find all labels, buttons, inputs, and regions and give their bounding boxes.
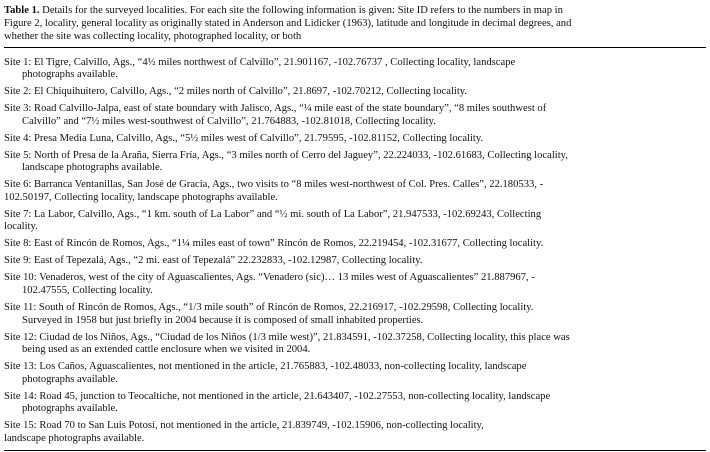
site-line: Site 13: Los Caños, Aguascalientes, not mentioned in the article, 21.765883, -102.48033, non-collecting locality, landscape xyxy=(4,361,527,373)
site-line: 102.50197, Collecting locality, landscape photographs available. xyxy=(4,191,278,203)
site-line: locality. xyxy=(4,221,38,233)
site-entry-9 xyxy=(4,255,706,268)
site-line-continued: photographs available. xyxy=(22,69,118,81)
caption-label: Table 1. xyxy=(4,5,40,16)
site-line: Site 3: Road Calvillo-Jalpa, east of state boundary with Jalisco, Ags., “¼ mile east of the state boundary”, “8 miles southwest of xyxy=(4,103,547,115)
site-entry-12 xyxy=(4,332,706,357)
site-line-continued: photographs available. xyxy=(22,403,118,415)
site-line: Site 5: North of Presa de la Araña, Sierra Fría, Ags., “3 miles north of Cerro del Jaguey”, 22.224033, -102.61683, Collecting locality, xyxy=(4,149,568,161)
site-line: Site 8: East of Rincón de Romos, Ags., “1¼ miles east of town” Rincón de Romos, 22.219454, -102.31677, Collecting locality. xyxy=(4,238,544,250)
site-entry-10 xyxy=(4,272,706,297)
site-line-continued: Calvillo” and “7½ miles west-southwest of Calvillo”, 21.764883, -102.81018, Collecting locality. xyxy=(22,115,436,127)
site-line-continued: being used as an extended cattle enclosure when we visited in 2004. xyxy=(22,344,311,356)
site-entry-1 xyxy=(4,57,706,82)
site-line-continued: 102.47555, Collecting locality. xyxy=(22,285,153,297)
site-line: Site 9: East of Tepezalá, Ags., “2 mi. east of Tepezalá” 22.232833, -102.12987, Collecting locality. xyxy=(4,255,423,267)
site-line: Site 15: Road 70 to San Luis Potosí, not mentioned in the article, 21.839749, -102.15906, non-collecting locality, xyxy=(4,420,484,432)
site-line: Site 12: Ciudad de los Niños, Ags., “Ciudad de los Niños (1/3 mile west)”, 21.834591, -102.37258, Collecting locality, this place was xyxy=(4,331,570,343)
table-caption xyxy=(4,4,706,44)
site-line-continued: photographs available. xyxy=(22,373,118,385)
site-line: Site 6: Barranca Ventanillas, San José de Gracia, Ags., two visits to “8 miles west-northwest of Col. Pres. Calles”, 22.180533, - xyxy=(4,179,544,191)
site-line: Site 7: La Labor, Calvillo, Ags., “1 km. south of La Labor” and “½ mi. south of La Labor”, 21.947533, -102.69243, Collecting xyxy=(4,208,542,220)
site-line-continued: Surveyed in 1958 but just briefly in 2004 because it is composed of small inhabited properties. xyxy=(22,314,424,326)
site-line-continued: landscape photographs available. xyxy=(22,162,163,174)
site-line: Site 1: El Tigre, Calvillo, Ags., “4½ miles northwest of Calvillo”, 21.901167, -102.76737 , Collecting locality, landscape xyxy=(4,56,516,68)
caption-line: Figure 2, locality, general locality as originally stated in Anderson and Lidicker (1963), latitude and longitude in decimal degrees, and xyxy=(4,18,572,30)
site-line: Site 2: El Chiquihuitero, Calvillo, Ags., “2 miles north of Calvillo”, 21.8697, -102.70212, Collecting locality. xyxy=(4,86,468,98)
site-entry-3 xyxy=(4,103,706,128)
site-entry-11 xyxy=(4,302,706,327)
site-line: Site 10: Venaderos, west of the city of Aguascalientes, Ags. “Venadero (sic)… 13 miles west of Aguascalientes” 21.887967, - xyxy=(4,272,535,284)
site-line: landscape photographs available. xyxy=(4,432,145,444)
site-entry-8 xyxy=(4,238,706,251)
site-entry-2 xyxy=(4,86,706,99)
site-entry-15 xyxy=(4,420,706,445)
caption-line: Details for the surveyed localities. For each site the following information is given: Site ID refers to the numbers in map in xyxy=(39,5,563,16)
site-entry-7 xyxy=(4,209,706,234)
caption-line: whether the site was collecting locality, photographed locality, or both xyxy=(4,31,302,43)
site-entry-5 xyxy=(4,150,706,175)
site-line: Site 14: Road 45, junction to Teocaltiche, not mentioned in the article, 21.643407, -102.27553, non-collecting locality, landscape xyxy=(4,390,551,402)
site-entry-6 xyxy=(4,179,706,204)
site-entry-14 xyxy=(4,391,706,416)
site-entry-4 xyxy=(4,133,706,146)
site-line: Site 4: Presa Media Luna, Calvillo, Ags., “5½ miles west of Calvillo”, 21.79595, -102.81152, Collecting locality. xyxy=(4,132,484,144)
site-line: Site 11: South of Rincón de Romos, Ags., “1/3 mile south” of Rincón de Romos, 22.216917, -102.29598, Collecting locality. xyxy=(4,302,534,314)
site-entry-13 xyxy=(4,361,706,386)
site-list xyxy=(4,48,706,450)
table-bottom-rule xyxy=(4,450,706,451)
